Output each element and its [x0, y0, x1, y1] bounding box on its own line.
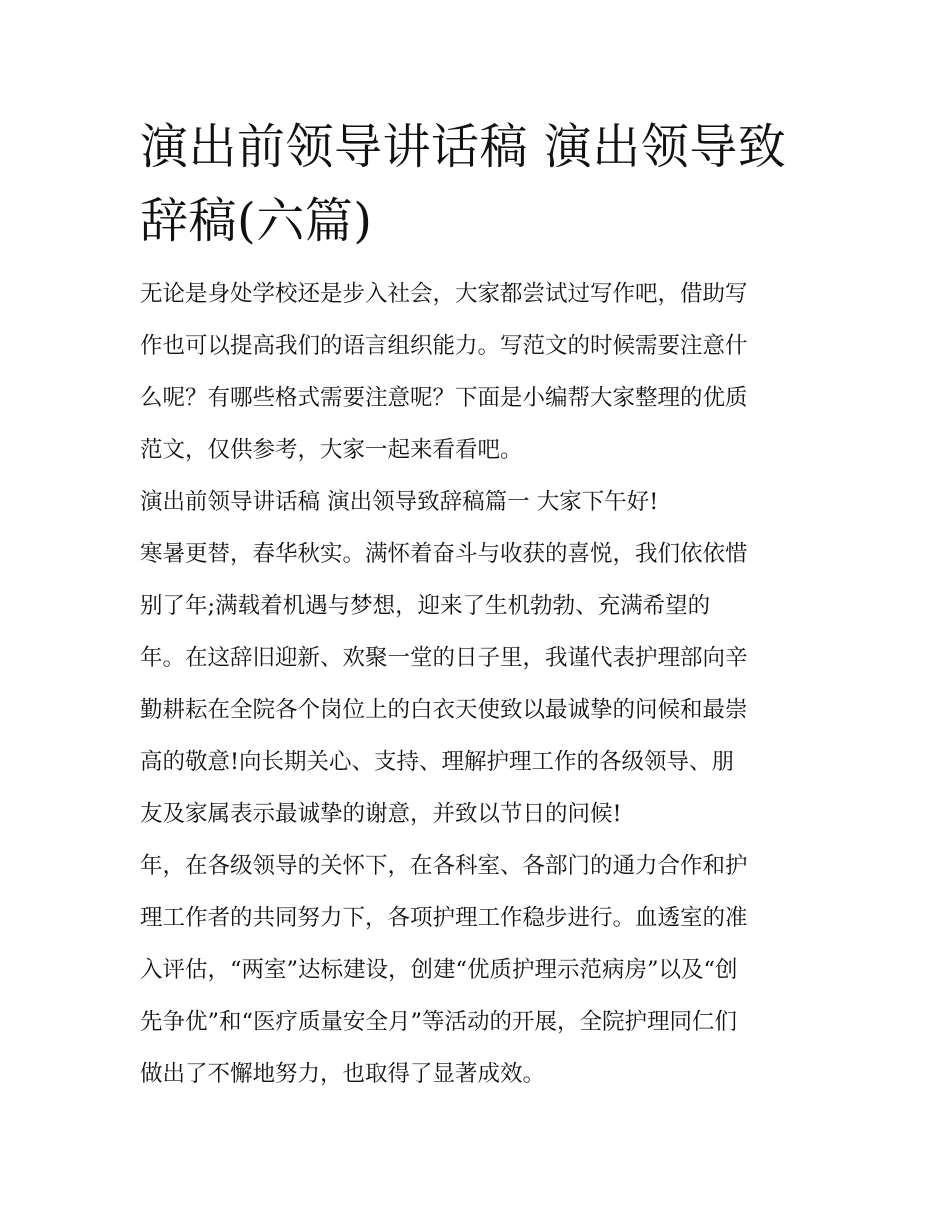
- body-paragraph: [140, 840, 815, 1100]
- text-line: 年。在这辞旧迎新、欢聚一堂的日子里，我谨代表护理部向辛: [140, 645, 748, 671]
- text-line: 演出前领导讲话稿 演出领导致辞稿篇一 大家下午好!: [140, 489, 659, 515]
- text-line: 友及家属表示最诚挚的谢意，并致以节日的问候!: [140, 801, 622, 827]
- text-line: 别了年;满载着机遇与梦想，迎来了生机勃勃、充满希望的: [140, 593, 711, 619]
- text-line: 勤耕耘在全院各个岗位上的白衣天使致以最诚挚的问候和最崇: [140, 697, 748, 723]
- text-line: 范文，仅供参考，大家一起来看看吧。: [140, 437, 523, 463]
- text-line: 无论是身处学校还是步入社会，大家都尝试过写作吧，借助写: [140, 281, 748, 307]
- title-line: 辞稿(六篇): [140, 193, 373, 249]
- text-line: 先争优”和“医疗质量安全月”等活动的开展，全院护理同仁们: [140, 1009, 738, 1035]
- section-heading-paragraph: [140, 476, 815, 528]
- body-paragraph: [140, 528, 815, 840]
- text-line: 作也可以提高我们的语言组织能力。写范文的时候需要注意什: [140, 333, 748, 359]
- text-line: 年，在各级领导的关怀下，在各科室、各部门的通力合作和护: [140, 853, 748, 879]
- text-line: 寒暑更替，春华秋实。满怀着奋斗与收获的喜悦，我们依依惜: [140, 541, 748, 567]
- document-title: [140, 110, 815, 258]
- text-line: 入评估，“两室”达标建设，创建“优质护理示范病房”以及“创: [140, 957, 738, 983]
- document-page: [140, 110, 815, 1100]
- intro-paragraph: [140, 268, 815, 476]
- text-line: 做出了不懈地努力，也取得了显著成效。: [140, 1061, 546, 1087]
- text-line: 么呢？有哪些格式需要注意呢？下面是小编帮大家整理的优质: [140, 385, 748, 411]
- title-line: 演出前领导讲话稿 演出领导致: [140, 119, 787, 175]
- text-line: 理工作者的共同努力下，各项护理工作稳步进行。血透室的准: [140, 905, 748, 931]
- text-line: 高的敬意!向长期关心、支持、理解护理工作的各级领导、朋: [140, 749, 735, 775]
